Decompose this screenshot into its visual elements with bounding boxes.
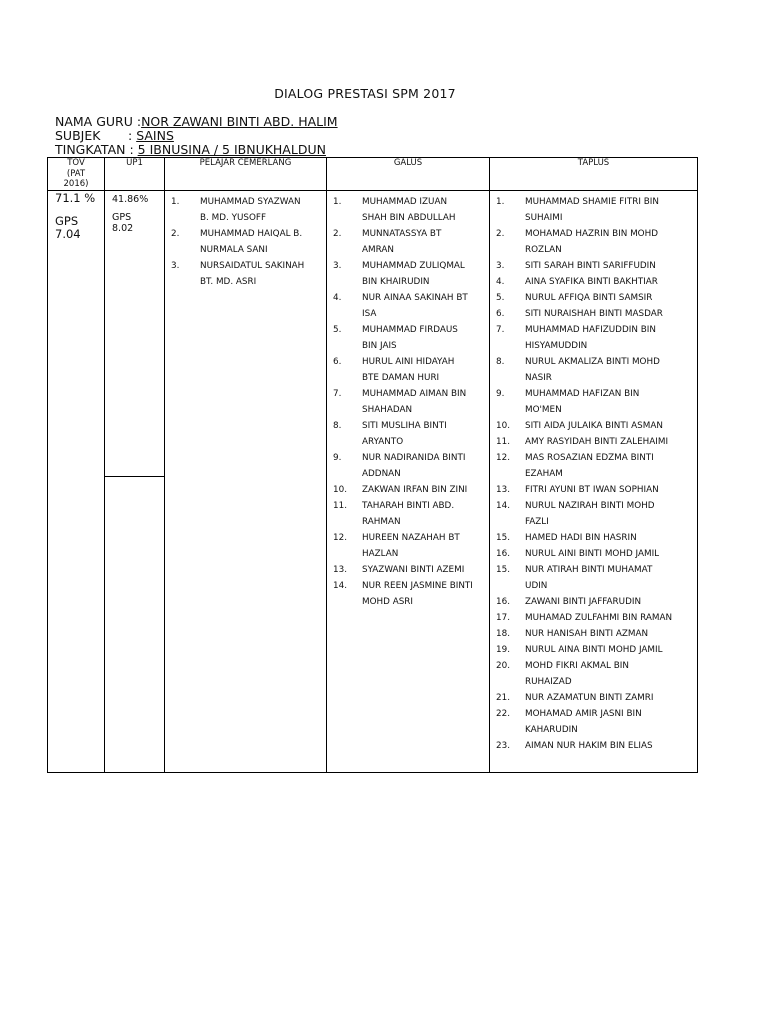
list-item (171, 274, 326, 290)
list-item (333, 578, 489, 594)
document-title: DIALOG PRESTASI SPM 2017 (274, 86, 456, 101)
list-item (496, 466, 697, 482)
student-name: SITI MUSLIHA BINTI (362, 421, 447, 431)
up1-gps-label: GPS (112, 212, 132, 223)
list-item-number: 3. (496, 261, 505, 271)
student-name: ARYANTO (362, 437, 404, 447)
list-item-number (333, 594, 362, 610)
taplus-list (490, 191, 697, 754)
list-item-number (333, 514, 362, 530)
list-item-number: 5. (496, 293, 505, 303)
student-name: MUHAMMAD AIMAN BIN (362, 389, 467, 399)
up1-percent: 41.86% (112, 194, 149, 205)
list-item (496, 658, 697, 674)
list-item-number: 3. (171, 261, 180, 271)
tov-cell (48, 191, 105, 773)
student-name: HUREEN NAZAHAH BT (362, 533, 460, 543)
student-name: SYAZWANI BINTI AZEMI (362, 565, 465, 575)
student-name: SHAHADAN (362, 405, 413, 415)
student-name: SITI AIDA JULAIKA BINTI ASMAN (525, 421, 663, 431)
list-item-number: 13. (333, 565, 347, 575)
galus-cell (327, 191, 490, 773)
list-item-number: 7. (333, 389, 342, 399)
list-item-number: 18. (496, 629, 510, 639)
class-label: TINGKATAN : (55, 142, 138, 157)
list-item (333, 258, 489, 274)
list-item (333, 482, 489, 498)
list-item-number: 8. (496, 357, 505, 367)
student-name: MAS ROSAZIAN EDZMA BINTI (525, 453, 654, 463)
list-item-number: 1. (496, 197, 505, 207)
list-item (496, 530, 697, 546)
list-item (496, 514, 697, 530)
list-item (496, 306, 697, 322)
student-name: AINA SYAFIKA BINTI BAKHTIAR (525, 277, 658, 287)
list-item (333, 370, 489, 386)
tov-gps-label: GPS (55, 214, 79, 228)
list-item (496, 226, 697, 242)
list-item (333, 274, 489, 290)
list-item-number: 3. (333, 261, 342, 271)
list-item-number: 9. (496, 389, 505, 399)
student-name: SITI NURAISHAH BINTI MASDAR (525, 309, 663, 319)
list-item (496, 194, 697, 210)
list-item-number (496, 338, 525, 354)
list-item (333, 386, 489, 402)
student-name: NURUL NAZIRAH BINTI MOHD (525, 501, 655, 511)
up1-cell (105, 191, 165, 773)
student-name: NUR REEN JASMINE BINTI (362, 581, 473, 591)
list-item (496, 386, 697, 402)
list-item-number: 10. (496, 421, 510, 431)
list-item (171, 258, 326, 274)
list-item (333, 434, 489, 450)
header-galus: GALUS (327, 158, 490, 191)
student-name: NURUL AKMALIZA BINTI MOHD (525, 357, 660, 367)
student-name: ROZLAN (525, 245, 562, 255)
list-item (171, 226, 326, 242)
list-item-number: 19. (496, 645, 510, 655)
list-item (496, 290, 697, 306)
student-name: NURSAIDATUL SAKINAH (200, 261, 305, 271)
class-line (55, 143, 326, 157)
list-item-number: 4. (496, 277, 505, 287)
student-name: SITI SARAH BINTI SARIFFUDIN (525, 261, 656, 271)
list-item-number: 15. (496, 565, 510, 575)
student-name: MOHD ASRI (362, 597, 414, 607)
list-item-number: 16. (496, 597, 510, 607)
list-item-number: 22. (496, 709, 510, 719)
student-name: MOHAMAD AMIR JASNI BIN (525, 709, 642, 719)
student-name: ZAKWAN IRFAN BIN ZINI (362, 485, 468, 495)
list-item-number: 13. (496, 485, 510, 495)
list-item (496, 434, 697, 450)
list-item-number: 12. (496, 453, 510, 463)
student-name: NURUL AFFIQA BINTI SAMSIR (525, 293, 653, 303)
list-item-number: 17. (496, 613, 510, 623)
student-name: BTE DAMAN HURI (362, 373, 440, 383)
list-item (496, 562, 697, 578)
list-item (333, 418, 489, 434)
header-tov (48, 158, 105, 191)
list-item (333, 338, 489, 354)
list-item-number (333, 274, 362, 290)
student-name: MUHAMAD ZULFAHMI BIN RAMAN (525, 613, 673, 623)
list-item (496, 418, 697, 434)
list-item (333, 498, 489, 514)
list-item-number (496, 674, 525, 690)
galus-list (327, 191, 489, 610)
student-name: MUHAMMAD HAIQAL B. (200, 229, 303, 239)
student-name: SUHAIMI (525, 213, 563, 223)
pelajar-cemerlang-list (165, 191, 326, 290)
list-item-number: 2. (496, 229, 505, 239)
list-item-number: 23. (496, 741, 510, 751)
list-item (333, 322, 489, 338)
student-name: MUNNATASSYA BT (362, 229, 442, 239)
student-name: MUHAMMAD SHAMIE FITRI BIN (525, 197, 659, 207)
list-item-number (496, 722, 525, 738)
list-item-number: 1. (333, 197, 342, 207)
student-name: B. MD. YUSOFF (200, 213, 267, 223)
list-item (496, 242, 697, 258)
list-item-number: 7. (496, 325, 505, 335)
student-name: MUHAMMAD ZULIQMAL (362, 261, 465, 271)
student-name: UDIN (525, 581, 548, 591)
list-item-number: 6. (333, 357, 342, 367)
list-item (333, 194, 489, 210)
list-item (496, 450, 697, 466)
list-item-number: 10. (333, 485, 347, 495)
list-item-number (333, 434, 362, 450)
student-name: HAZLAN (362, 549, 399, 559)
performance-table (47, 157, 698, 773)
list-item-number: 16. (496, 549, 510, 559)
list-item (333, 402, 489, 418)
student-name: MUHAMMAD SYAZWAN (200, 197, 301, 207)
list-item (496, 610, 697, 626)
student-name: NUR NADIRANIDA BINTI (362, 453, 466, 463)
list-item (496, 626, 697, 642)
list-item-number: 14. (333, 581, 347, 591)
list-item (496, 546, 697, 562)
student-name: HURUL AINI HIDAYAH (362, 357, 455, 367)
table-body-row (48, 191, 698, 773)
list-item-number (496, 210, 525, 226)
subject-separator: : (128, 128, 137, 143)
list-item-number (333, 242, 362, 258)
up1-divider (105, 476, 164, 477)
teacher-name-line (55, 115, 338, 129)
list-item-number (333, 338, 362, 354)
list-item (496, 690, 697, 706)
list-item (496, 370, 697, 386)
student-name: AMY RASYIDAH BINTI ZALEHAIMI (525, 437, 669, 447)
list-item (333, 594, 489, 610)
student-name: NASIR (525, 373, 552, 383)
list-item (496, 594, 697, 610)
student-name: MUHAMMAD HAFIZUDDIN BIN (525, 325, 656, 335)
list-item-number (333, 370, 362, 386)
list-item-number: 11. (333, 501, 347, 511)
list-item (496, 402, 697, 418)
list-item-number: 6. (496, 309, 505, 319)
list-item (171, 242, 326, 258)
list-item (496, 274, 697, 290)
student-name: MUHAMMAD IZUAN (362, 197, 448, 207)
header-tov-sub1: (PAT (66, 168, 86, 179)
list-item-number (496, 514, 525, 530)
student-name: FAZLI (525, 517, 549, 527)
list-item-number (333, 210, 362, 226)
list-item (496, 722, 697, 738)
student-name: NURUL AINA BINTI MOHD JAMIL (525, 645, 663, 655)
list-item-number (171, 242, 200, 258)
student-name: HAMED HADI BIN HASRIN (525, 533, 637, 543)
student-name: HISYAMUDDIN (525, 341, 588, 351)
list-item-number: 5. (333, 325, 342, 335)
list-item (496, 738, 697, 754)
student-name: NUR ATIRAH BINTI MUHAMAT (525, 565, 653, 575)
list-item (496, 578, 697, 594)
student-name: RAHMAN (362, 517, 401, 527)
subject-line (55, 129, 174, 143)
list-item-number (496, 402, 525, 418)
list-item-number: 8. (333, 421, 342, 431)
list-item (333, 354, 489, 370)
list-item-number: 9. (333, 453, 342, 463)
header-up1: UP1 (105, 158, 165, 191)
list-item-number: 11. (496, 437, 510, 447)
list-item-number (171, 210, 200, 226)
list-item-number: 4. (333, 293, 342, 303)
student-name: KAHARUDIN (525, 725, 578, 735)
list-item-number: 21. (496, 693, 510, 703)
list-item-number: 15. (496, 533, 510, 543)
list-item (496, 354, 697, 370)
student-name: ADDNAN (362, 469, 401, 479)
subject-value: SAINS (136, 128, 174, 143)
student-name: NURMALA SANI (200, 245, 268, 255)
list-item (496, 258, 697, 274)
list-item-number (496, 370, 525, 386)
student-name: NUR AINAA SAKINAH BT (362, 293, 468, 303)
list-item (333, 450, 489, 466)
student-name: MO'MEN (525, 405, 562, 415)
list-item (333, 290, 489, 306)
student-name: MUHAMMAD FIRDAUS (362, 325, 458, 335)
student-name: NURUL AINI BINTI MOHD JAMIL (525, 549, 660, 559)
student-name: BT. MD. ASRI (200, 277, 257, 287)
list-item (171, 210, 326, 226)
student-name: AIMAN NUR HAKIM BIN ELIAS (525, 741, 653, 751)
list-item (333, 226, 489, 242)
class-value: 5 IBNUSINA / 5 IBNUKHALDUN (137, 142, 326, 157)
list-item-number: 12. (333, 533, 347, 543)
list-item (333, 210, 489, 226)
student-name: EZAHAM (525, 469, 563, 479)
table-header-row (48, 158, 698, 191)
list-item-number (333, 402, 362, 418)
student-name: TAHARAH BINTI ABD. (362, 501, 455, 511)
list-item (171, 194, 326, 210)
header-tov-label: TOV (67, 158, 85, 168)
list-item (496, 482, 697, 498)
list-item (333, 562, 489, 578)
student-name: NUR AZAMATUN BINTI ZAMRI (525, 693, 654, 703)
student-name: MUHAMMAD HAFIZAN BIN (525, 389, 640, 399)
list-item (333, 242, 489, 258)
student-name: FITRI AYUNI BT IWAN SOPHIAN (525, 485, 659, 495)
student-name: NUR HANISAH BINTI AZMAN (525, 629, 649, 639)
student-name: BIN JAIS (362, 341, 397, 351)
list-item-number (496, 242, 525, 258)
list-item-number: 14. (496, 501, 510, 511)
list-item (496, 210, 697, 226)
list-item-number (333, 306, 362, 322)
student-name: BIN KHAIRUDIN (362, 277, 430, 287)
teacher-name: NOR ZAWANI BINTI ABD. HALIM (141, 114, 338, 129)
tov-percent: 71.1 % (55, 191, 96, 205)
list-item (333, 466, 489, 482)
student-name: AMRAN (362, 245, 394, 255)
header-pelajar-cemerlang: PELAJAR CEMERLANG (165, 158, 327, 191)
header-tov-sub2: 2016) (63, 179, 89, 189)
list-item-number (333, 466, 362, 482)
list-item (333, 546, 489, 562)
student-name: ISA (362, 309, 377, 319)
list-item (496, 706, 697, 722)
list-item-number: 1. (171, 197, 180, 207)
teacher-label: NAMA GURU : (55, 114, 142, 129)
list-item (333, 530, 489, 546)
list-item (496, 338, 697, 354)
list-item (333, 514, 489, 530)
list-item-number (171, 274, 200, 290)
student-name: MOHAMAD HAZRIN BIN MOHD (525, 229, 658, 239)
list-item (496, 322, 697, 338)
tov-gps-value: 7.04 (55, 227, 81, 241)
taplus-cell (490, 191, 698, 773)
student-name: RUHAIZAD (525, 677, 572, 687)
list-item-number: 2. (171, 229, 180, 239)
student-name: ZAWANI BINTI JAFFARUDIN (525, 597, 642, 607)
list-item-number: 20. (496, 661, 510, 671)
header-taplus: TAPLUS (490, 158, 698, 191)
subject-label: SUBJEK (55, 128, 101, 143)
list-item-number (333, 546, 362, 562)
student-name: SHAH BIN ABDULLAH (362, 213, 456, 223)
list-item-number: 2. (333, 229, 342, 239)
pelajar-cemerlang-cell (165, 191, 327, 773)
list-item (496, 498, 697, 514)
up1-gps-value: 8.02 (112, 223, 134, 234)
student-name: MOHD FIKRI AKMAL BIN (525, 661, 629, 671)
list-item (496, 674, 697, 690)
list-item-number (496, 578, 525, 594)
list-item (333, 306, 489, 322)
list-item (496, 642, 697, 658)
list-item-number (496, 466, 525, 482)
